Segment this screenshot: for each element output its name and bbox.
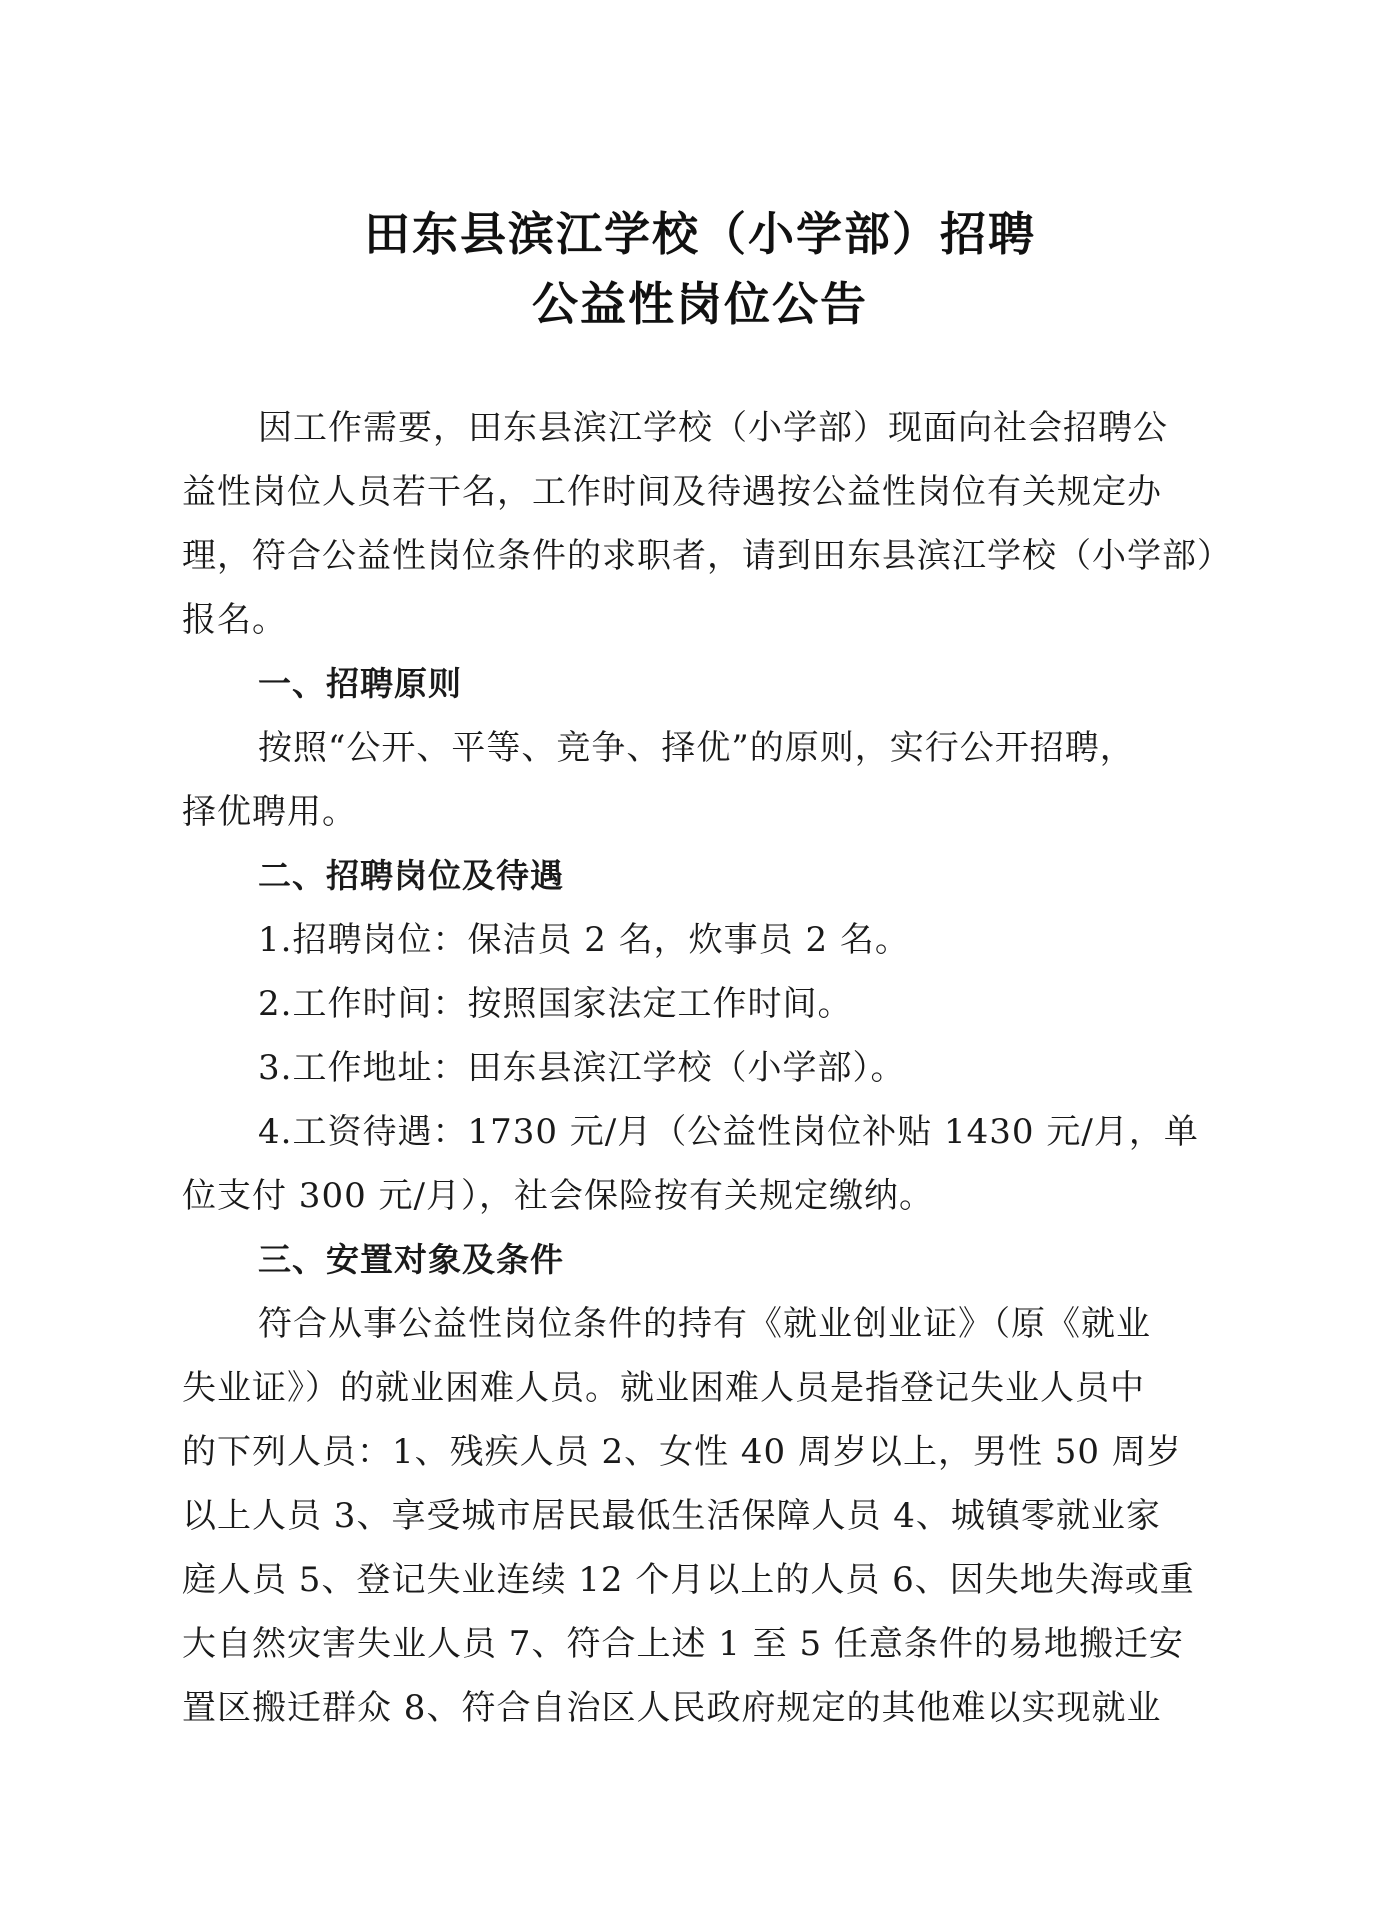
section-2-heading: 二、招聘岗位及待遇: [258, 856, 564, 895]
section-3-line-7: 置区搬迁群众 8、符合自治区人民政府规定的其他难以实现就业: [182, 1688, 1162, 1728]
section-2-item-2: 2.工作时间：按照国家法定工作时间。: [258, 984, 853, 1024]
section-3-line-5: 庭人员 5、登记失业连续 12 个月以上的人员 6、因失地失海或重: [182, 1560, 1195, 1600]
section-1-line-1: 按照“公开、平等、竞争、择优”的原则，实行公开招聘，: [258, 728, 1135, 768]
document-title-line-2: 公益性岗位公告: [532, 277, 868, 331]
intro-line-4: 报名。: [182, 600, 287, 640]
section-1-heading: 一、招聘原则: [258, 664, 462, 703]
section-3-line-6: 大自然灾害失业人员 7、符合上述 1 至 5 任意条件的易地搬迁安: [182, 1624, 1184, 1664]
section-3-heading: 三、安置对象及条件: [258, 1240, 564, 1279]
section-2-item-4: 4.工资待遇：1730 元/月（公益性岗位补贴 1430 元/月，单: [258, 1112, 1199, 1152]
section-2-item-1: 1.招聘岗位：保洁员 2 名，炊事员 2 名。: [258, 920, 910, 960]
document-title-line-1: 田东县滨江学校（小学部）招聘: [364, 207, 1036, 261]
intro-line-2: 益性岗位人员若干名，工作时间及待遇按公益性岗位有关规定办: [182, 472, 1162, 512]
section-3-line-4: 以上人员 3、享受城市居民最低生活保障人员 4、城镇零就业家: [182, 1496, 1161, 1536]
section-1-line-2: 择优聘用。: [182, 792, 357, 832]
section-3-line-3: 的下列人员：1、残疾人员 2、女性 40 周岁以上，男性 50 周岁: [182, 1432, 1182, 1472]
section-2-item-3: 3.工作地址：田东县滨江学校（小学部）。: [258, 1048, 906, 1088]
intro-line-1: 因工作需要，田东县滨江学校（小学部）现面向社会招聘公: [258, 408, 1168, 448]
section-3-line-1: 符合从事公益性岗位条件的持有《就业创业证》（原《就业: [258, 1304, 1151, 1344]
section-3-line-2: 失业证》）的就业困难人员。就业困难人员是指登记失业人员中: [182, 1368, 1145, 1408]
intro-line-3: 理，符合公益性岗位条件的求职者，请到田东县滨江学校（小学部）: [182, 536, 1232, 576]
section-2-item-4-cont: 位支付 300 元/月），社会保险按有关规定缴纳。: [182, 1176, 934, 1216]
